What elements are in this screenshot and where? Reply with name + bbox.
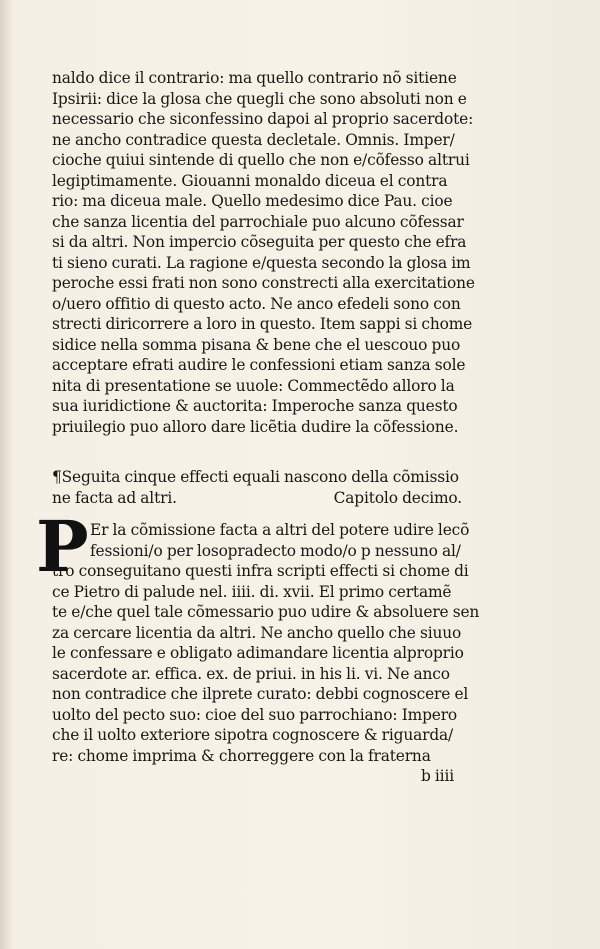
text-line: sacerdote ar. effica. ex. de priui. in his li. vi. Ne anco	[52, 664, 450, 683]
text-line: za cercare licentia da altri. Ne ancho quello che siuuo	[52, 623, 462, 642]
text-line: ce Pietro di palude nel. iiii. di. xvii. El primo certamẽ	[52, 582, 452, 601]
text-line: necessario che siconfessino dapoi al proprio sacerdote:	[52, 110, 474, 128]
text-line: sidice nella somma pisana & bene che el uescouo puo	[52, 335, 461, 354]
text-line: sua iuridictione & auctorita: Imperoche sanza questo	[52, 397, 458, 415]
text-line: peroche essi frati non sono constrecti alla exercitatione	[52, 274, 475, 292]
paragraph-2	[36, 505, 480, 766]
chapter-heading-line-2	[52, 488, 462, 509]
text-line: Er la cõmissione facta a altri del potere udire lecõ	[90, 521, 470, 539]
text-line: le confessare e obligato adimandare licentia alproprio	[52, 644, 464, 662]
page-footer	[52, 766, 462, 787]
signature-mark: b iiii	[420, 767, 454, 785]
text-line: strecti diricorrere a loro in questo. Item sappi si chome	[52, 315, 473, 333]
gutter-shadow	[0, 0, 14, 949]
text-line: re: chome imprima & chorreggere con la fraterna	[52, 746, 431, 765]
text-line: che il uolto exteriore sipotra cognoscere & riguarda/	[52, 726, 454, 744]
heading-text-1: Seguita cinque effecti equali nascono della cõmissio	[61, 468, 459, 486]
paragraph-mark: ¶	[52, 468, 62, 486]
text-line: priuilegio puo alloro dare licẽtia dudire la cõfessione.	[52, 417, 459, 436]
text-line: fessioni/o per losopradecto modo/o p nessuno al/	[90, 541, 461, 560]
text-line: tro conseguitano questi infra scripti effecti si chome di	[52, 562, 469, 580]
chapter-heading-line-1	[52, 467, 462, 488]
text-line: ti sieno curati. La ragione e/questa secondo la glosa im	[52, 253, 471, 272]
text-block	[36, 68, 480, 787]
text-line: cioche quiui sintende di quello che non e/cõfesso altrui	[52, 151, 470, 169]
text-line: nita di presentatione se uuole: Commectẽdo alloro la	[52, 376, 455, 395]
text-line: o/uero offitio di questo acto. Ne anco efedeli sono con	[52, 294, 461, 313]
paragraph-2-lines	[52, 520, 480, 766]
text-line: non contradice che ilprete curato: debbi cognoscere el	[52, 685, 469, 703]
text-line: uolto del pecto suo: cioe del suo parrochiano: Impero	[52, 705, 458, 724]
text-line: te e/che quel tale cõmessario puo udire & absoluere sen	[52, 603, 480, 621]
text-line: acceptare efrati audire le confessioni etiam sanza sole	[52, 356, 466, 374]
text-line: ne ancho contradice questa decletale. Omnis. Imper/	[52, 130, 455, 149]
chapter-number: Capitolo decimo.	[333, 488, 462, 507]
text-line: che sanza licentia del parrochiale puo alcuno cõfessar	[52, 212, 464, 231]
section-gap	[52, 437, 462, 467]
heading-text-2: ne facta ad altri.	[52, 488, 177, 507]
text-line: rio: ma diceua male. Quello medesimo dice Pau. cioe	[52, 192, 453, 210]
text-line: naldo dice il contrario: ma quello contrario nõ sitiene	[52, 69, 457, 87]
paragraph-1	[52, 68, 475, 437]
text-line: si da altri. Non impercio cõseguita per questo che efra	[52, 233, 467, 251]
drop-cap-initial: P	[36, 505, 89, 588]
text-line: Ipsirii: dice la glosa che quegli che sono absoluti non e	[52, 89, 467, 108]
text-line: legiptimamente. Giouanni monaldo diceua el contra	[52, 171, 448, 190]
